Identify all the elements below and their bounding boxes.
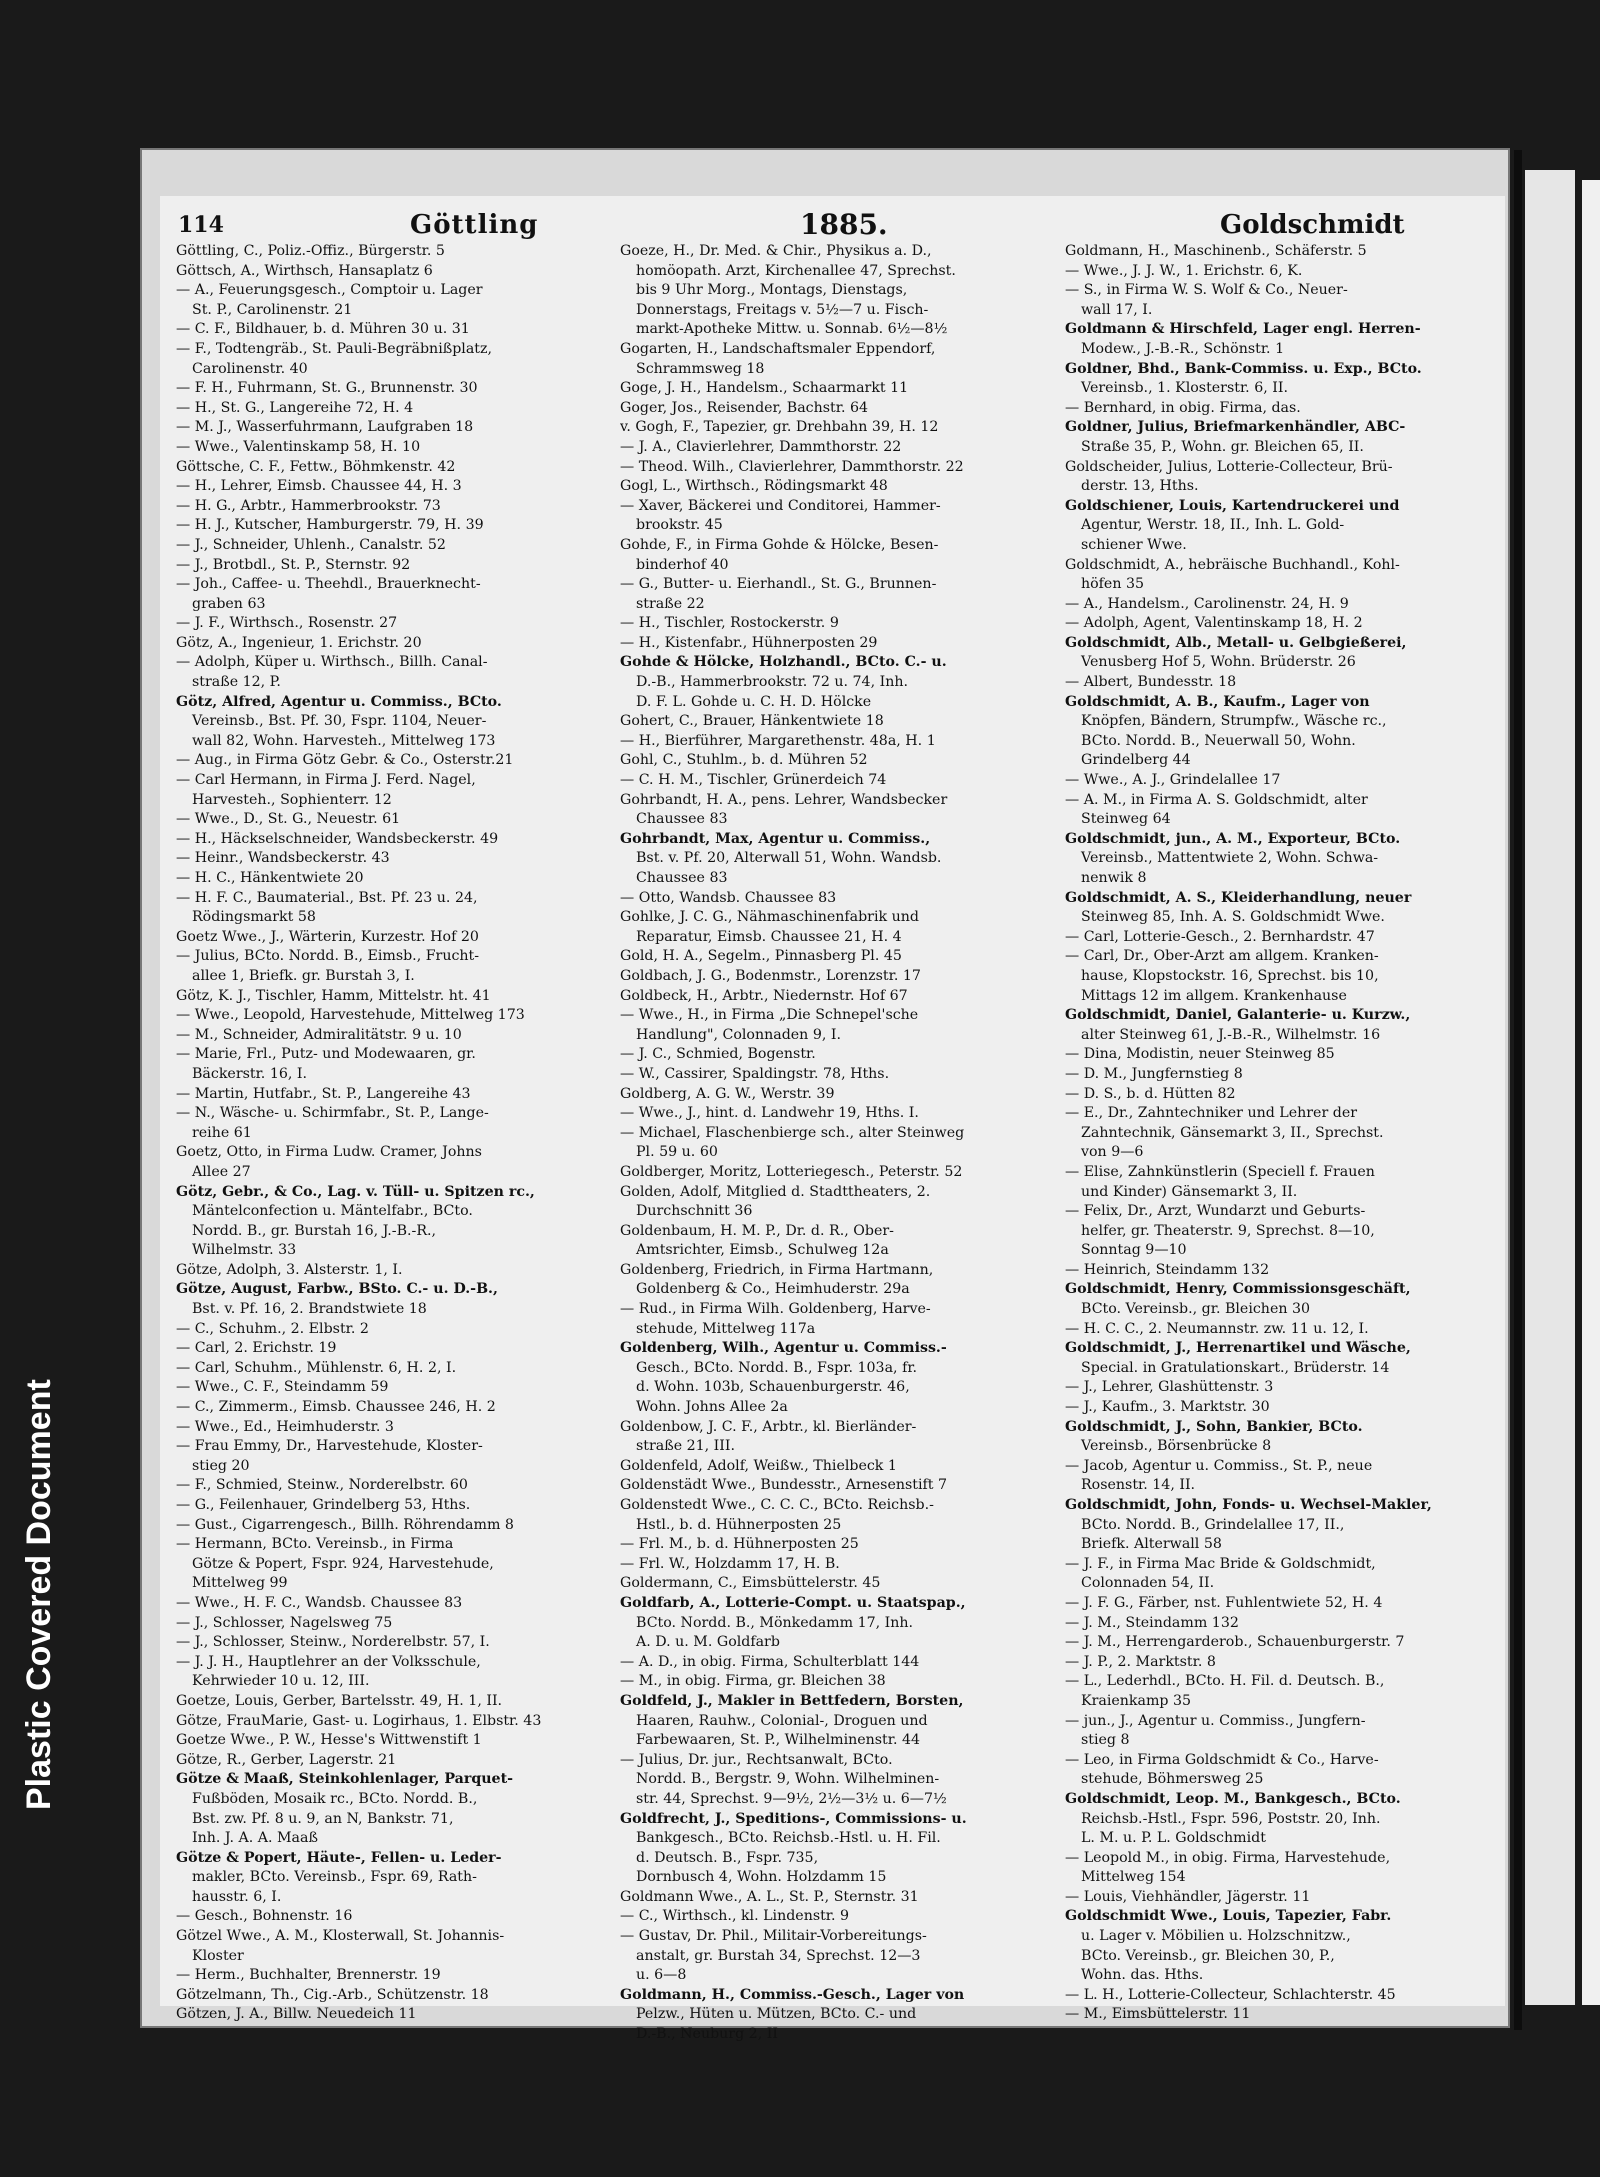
directory-entry: Gogl, L., Wirthsch., Rödingsmarkt 48 bbox=[620, 478, 888, 495]
directory-entry: — H., St. G., Langereihe 72, H. 4 bbox=[176, 399, 414, 416]
directory-entry: Goldschmidt, A., hebräische Buchhandl., Kohl- bbox=[1065, 556, 1400, 573]
directory-entry: Kraienkamp 35 bbox=[1081, 1692, 1192, 1709]
directory-entry: Gohde, F., in Firma Gohde & Hölcke, Besen- bbox=[620, 536, 939, 553]
directory-entry: homöopath. Arzt, Kirchenallee 47, Sprechst. bbox=[636, 262, 956, 279]
directory-entry: Mittelweg 154 bbox=[1081, 1869, 1186, 1886]
directory-entry: — Martin, Hutfabr., St. P., Langereihe 43 bbox=[176, 1085, 471, 1102]
directory-entry: — Hermann, BCto. Vereinsb., in Firma bbox=[176, 1536, 454, 1553]
directory-entry: Göttling, C., Poliz.-Offiz., Bürgerstr. 5 bbox=[176, 243, 445, 259]
directory-entry: Götze, FrauMarie, Gast- u. Logirhaus, 1. Elbstr. 43 bbox=[176, 1712, 542, 1729]
directory-entry: — Leopold M., in obig. Firma, Harvestehude, bbox=[1065, 1849, 1391, 1866]
directory-entry: binderhof 40 bbox=[636, 556, 729, 573]
directory-entry: — Xaver, Bäckerei und Conditorei, Hammer- bbox=[620, 497, 941, 514]
page-header bbox=[160, 206, 1505, 242]
directory-entry: — Frl. M., b. d. Hühnerposten 25 bbox=[620, 1536, 859, 1553]
directory-entry: — Wwe., D., St. G., Neuestr. 61 bbox=[176, 811, 401, 828]
directory-entry: Bst. zw. Pf. 8 u. 9, an N, Bankstr. 71, bbox=[192, 1810, 454, 1827]
next-page-edge-2 bbox=[1582, 180, 1600, 2005]
directory-entry: St. P., Carolinenstr. 21 bbox=[192, 301, 353, 318]
directory-entry: — Wwe., J., hint. d. Landwehr 19, Hths. I. bbox=[620, 1105, 919, 1122]
directory-entry: Kehrwieder 10 u. 12, III. bbox=[192, 1673, 370, 1690]
directory-entry: Gohrbandt, Max, Agentur u. Commiss., bbox=[620, 830, 931, 847]
directory-entry: — A., Handelsm., Carolinenstr. 24, H. 9 bbox=[1065, 595, 1349, 612]
directory-entry: Götze & Popert, Häute-, Fellen- u. Leder- bbox=[176, 1849, 502, 1866]
directory-entry: Goldenfeld, Adolf, Weißw., Thielbeck 1 bbox=[620, 1457, 897, 1474]
directory-entry: Goldmann, H., Maschinenb., Schäferstr. 5 bbox=[1065, 243, 1367, 259]
directory-entry: — Gesch., Bohnenstr. 16 bbox=[176, 1908, 353, 1925]
directory-entry: Goldfrecht, J., Speditions-, Commissions- u. bbox=[620, 1810, 967, 1827]
directory-entry: Goldbach, J. G., Bodenmstr., Lorenzstr. 17 bbox=[620, 967, 921, 984]
directory-entry: BCto. Vereinsb., gr. Bleichen 30, P., bbox=[1081, 1947, 1335, 1964]
directory-entry: von 9—6 bbox=[1081, 1144, 1144, 1161]
directory-entry: Goetz Wwe., J., Wärterin, Kurzestr. Hof 20 bbox=[176, 928, 479, 945]
directory-entry: — Jacob, Agentur u. Commiss., St. P., neue bbox=[1065, 1457, 1373, 1474]
directory-entry: derstr. 13, Hths. bbox=[1081, 478, 1199, 495]
directory-entry: — Bernhard, in obig. Firma, das. bbox=[1065, 399, 1301, 416]
directory-entry: Göttsch, A., Wirthsch, Hansaplatz 6 bbox=[176, 262, 433, 279]
directory-entry: Nordd. B., Bergstr. 9, Wohn. Wilhelminen- bbox=[636, 1771, 940, 1788]
directory-entry: Goldschmidt, Henry, Commissionsgeschäft, bbox=[1065, 1281, 1411, 1298]
directory-entry: Goldenstedt Wwe., C. C. C., BCto. Reichsb.- bbox=[620, 1497, 934, 1513]
directory-entry: Goldermann, C., Eimsbüttelerstr. 45 bbox=[620, 1575, 881, 1592]
directory-entry: Vereinsb., Bst. Pf. 30, Fspr. 1104, Neuer- bbox=[192, 713, 487, 730]
directory-entry: — jun., J., Agentur u. Commiss., Jungfern- bbox=[1065, 1712, 1366, 1729]
directory-entry: Goldfarb, A., Lotterie-Compt. u. Staatspap., bbox=[620, 1594, 966, 1611]
directory-entry: brookstr. 45 bbox=[636, 517, 723, 534]
directory-entry: — Herm., Buchhalter, Brennerstr. 19 bbox=[176, 1967, 441, 1984]
column-2 bbox=[620, 242, 1044, 2045]
directory-entry: — J., Brotbdl., St. P., Sternstr. 92 bbox=[176, 556, 411, 573]
directory-entry: — Adolph, Küper u. Wirthsch., Billh. Canal- bbox=[176, 654, 488, 671]
directory-entry: — L., Lederhdl., BCto. H. Fil. d. Deutsch. B., bbox=[1065, 1673, 1385, 1690]
directory-entry: Bst. v. Pf. 16, 2. Brandstwiete 18 bbox=[192, 1301, 427, 1318]
directory-entry: Götzelmann, Th., Cig.-Arb., Schützenstr. 18 bbox=[176, 1986, 489, 2003]
directory-entry: Goldschmidt, Daniel, Galanterie- u. Kurzw., bbox=[1065, 1007, 1411, 1024]
directory-entry: — Frau Emmy, Dr., Harvestehude, Kloster- bbox=[176, 1438, 483, 1455]
directory-entry: Götz, Gebr., & Co., Lag. v. Tüll- u. Spitzen rc., bbox=[176, 1183, 535, 1200]
directory-entry: Colonnaden 54, II. bbox=[1081, 1575, 1215, 1592]
directory-entry: Handlung", Colonnaden 9, I. bbox=[636, 1026, 841, 1043]
directory-entry: Carolinenstr. 40 bbox=[192, 360, 308, 377]
directory-entry: — S., in Firma W. S. Wolf & Co., Neuer- bbox=[1065, 282, 1348, 299]
directory-entry: Agentur, Werstr. 18, II., Inh. L. Gold- bbox=[1081, 517, 1345, 534]
directory-entry: Goldenberg & Co., Heimhuderstr. 29a bbox=[636, 1281, 910, 1298]
directory-entry: — F., Schmied, Steinw., Norderelbstr. 60 bbox=[176, 1477, 468, 1494]
directory-entry: Vereinsb., Börsenbrücke 8 bbox=[1081, 1438, 1272, 1455]
column-3 bbox=[1065, 242, 1489, 2025]
directory-entry: — Dina, Modistin, neuer Steinweg 85 bbox=[1065, 1046, 1335, 1063]
directory-entry: Götzel Wwe., A. M., Klosterwall, St. Johannis- bbox=[176, 1928, 505, 1945]
directory-entry: Götz, K. J., Tischler, Hamm, Mittelstr. ht. 41 bbox=[176, 987, 491, 1004]
directory-entry: — H., Kistenfabr., Hühnerposten 29 bbox=[620, 634, 878, 651]
directory-entry: — Gust., Cigarrengesch., Billh. Röhrendamm 8 bbox=[176, 1516, 514, 1533]
directory-entry: stieg 20 bbox=[192, 1457, 250, 1474]
directory-entry: — Louis, Viehhändler, Jägerstr. 11 bbox=[1065, 1888, 1311, 1905]
directory-entry: hause, Klopstockstr. 16, Sprechst. bis 10, bbox=[1081, 967, 1379, 984]
directory-entry: Mäntelconfection u. Mäntelfabr., BCto. bbox=[192, 1203, 473, 1220]
directory-entry: BCto. Nordd. B., Mönkedamm 17, Inh. bbox=[636, 1614, 914, 1631]
directory-entry: D.-B., Hammerbrookstr. 72 u. 74, Inh. bbox=[636, 674, 908, 691]
directory-entry: und Kinder) Gänsemarkt 3, II. bbox=[1081, 1183, 1298, 1200]
directory-entry: Rosenstr. 14, II. bbox=[1081, 1477, 1196, 1494]
directory-entry: anstalt, gr. Burstah 34, Sprechst. 12—3 bbox=[636, 1947, 921, 1964]
directory-entry: Goldscheider, Julius, Lotterie-Collecteur, Brü- bbox=[1065, 458, 1393, 475]
directory-entry: Mittags 12 im allgem. Krankenhause bbox=[1081, 987, 1347, 1004]
directory-entry: — Frl. W., Holzdamm 17, H. B. bbox=[620, 1555, 840, 1572]
directory-entry: nenwik 8 bbox=[1081, 870, 1147, 886]
directory-entry: — Wwe., H. F. C., Wandsb. Chaussee 83 bbox=[176, 1594, 463, 1611]
directory-entry: — Gustav, Dr. Phil., Militair-Vorbereitungs- bbox=[620, 1928, 927, 1945]
directory-entry: Goldenbow, J. C. F., Arbtr., kl. Bierländer- bbox=[620, 1418, 917, 1435]
directory-entry: Goldschmidt, Leop. M., Bankgesch., BCto. bbox=[1065, 1790, 1401, 1807]
directory-entry: — N., Wäsche- u. Schirmfabr., St. P., Lange- bbox=[176, 1105, 489, 1122]
directory-entry: makler, BCto. Vereinsb., Fspr. 69, Rath- bbox=[192, 1869, 477, 1886]
directory-entry: — H. J., Kutscher, Hamburgerstr. 79, H. 39 bbox=[176, 517, 484, 534]
directory-entry: Donnerstags, Freitags v. 5½—7 u. Fisch- bbox=[636, 301, 929, 318]
directory-entry: Grindelberg 44 bbox=[1081, 752, 1191, 769]
directory-entry: Special. in Gratulationskart., Brüderstr. 14 bbox=[1081, 1359, 1390, 1376]
directory-entry: L. M. u. P. L. Goldschmidt bbox=[1081, 1830, 1266, 1847]
directory-entry: stehude, Mittelweg 117a bbox=[636, 1320, 816, 1337]
directory-entry: Goldmann & Hirschfeld, Lager engl. Herren- bbox=[1065, 321, 1421, 338]
directory-entry: — Felix, Dr., Arzt, Wundarzt und Geburts- bbox=[1065, 1203, 1366, 1220]
directory-entry: u. 6—8 bbox=[636, 1967, 687, 1984]
directory-entry: Gesch., BCto. Nordd. B., Fspr. 103a, fr. bbox=[636, 1359, 918, 1376]
directory-entry: Götze, R., Gerber, Lagerstr. 21 bbox=[176, 1751, 397, 1768]
directory-entry: Steinweg 85, Inh. A. S. Goldschmidt Wwe. bbox=[1081, 909, 1385, 926]
page-body bbox=[160, 196, 1505, 2043]
directory-entry: — J., Schlosser, Nagelsweg 75 bbox=[176, 1614, 393, 1631]
directory-entry: Goldschmidt, jun., A. M., Exporteur, BCto. bbox=[1065, 830, 1401, 847]
directory-entry: Goldschmidt, J., Sohn, Bankier, BCto. bbox=[1065, 1418, 1363, 1435]
directory-entry: Wohn. das. Hths. bbox=[1081, 1967, 1204, 1984]
directory-entry: schiener Wwe. bbox=[1081, 536, 1187, 553]
directory-entry: Rödingsmarkt 58 bbox=[192, 909, 316, 926]
directory-entry: Goldschmidt, John, Fonds- u. Wechsel-Makler, bbox=[1065, 1497, 1432, 1513]
directory-entry: — Carl, 2. Erichstr. 19 bbox=[176, 1340, 337, 1357]
directory-entry: Göttsche, C. F., Fettw., Böhmkenstr. 42 bbox=[176, 458, 456, 475]
directory-entry: — J., Schlosser, Steinw., Norderelbstr. 57, I. bbox=[176, 1634, 490, 1651]
next-page-edge bbox=[1525, 170, 1575, 2005]
directory-entry: — H. C. C., 2. Neumannstr. zw. 11 u. 12, I. bbox=[1065, 1320, 1369, 1337]
directory-entry: höfen 35 bbox=[1081, 576, 1145, 593]
page-gutter bbox=[1514, 150, 1522, 2030]
directory-entry: — F., Todtengräb., St. Pauli-Begräbnißplatz, bbox=[176, 340, 492, 357]
header-year: 1885. bbox=[800, 208, 888, 241]
directory-entry: — Heinr., Wandsbeckerstr. 43 bbox=[176, 850, 390, 867]
directory-entry: — Albert, Bundesstr. 18 bbox=[1065, 674, 1237, 691]
directory-entry: Farbewaaren, St. P., Wilhelminenstr. 44 bbox=[636, 1732, 921, 1749]
directory-entry: — Wwe., C. F., Steindamm 59 bbox=[176, 1379, 389, 1396]
directory-entry: — J. J. H., Hauptlehrer an der Volksschule, bbox=[176, 1653, 481, 1670]
directory-entry: Goldmann Wwe., A. L., St. P., Sternstr. 31 bbox=[620, 1888, 919, 1905]
directory-entry: — M., Eimsbüttelerstr. 11 bbox=[1065, 2006, 1251, 2023]
directory-entry: Durchschnitt 36 bbox=[636, 1203, 753, 1220]
directory-entry: Vereinsb., Mattentwiete 2, Wohn. Schwa- bbox=[1081, 850, 1379, 867]
header-right-word: Goldschmidt bbox=[1220, 210, 1405, 240]
directory-entry: — F. H., Fuhrmann, St. G., Brunnenstr. 30 bbox=[176, 380, 478, 397]
directory-entry: — Aug., in Firma Götz Gebr. & Co., Osterstr.21 bbox=[176, 752, 514, 769]
directory-entry: d. Wohn. 103b, Schauenburgerstr. 46, bbox=[636, 1379, 910, 1396]
directory-entry: — H. G., Arbtr., Hammerbrookstr. 73 bbox=[176, 497, 441, 514]
directory-entry: Goldschmidt, A. S., Kleiderhandlung, neuer bbox=[1065, 889, 1412, 906]
directory-entry: Bst. v. Pf. 20, Alterwall 51, Wohn. Wandsb. bbox=[636, 850, 942, 867]
directory-entry: Gohl, C., Stuhlm., b. d. Mühren 52 bbox=[620, 752, 868, 769]
side-label bbox=[20, 510, 59, 1810]
directory-entry: Vereinsb., 1. Klosterstr. 6, II. bbox=[1081, 380, 1288, 397]
directory-entry: graben 63 bbox=[192, 595, 266, 612]
directory-entry: — Carl, Lotterie-Gesch., 2. Bernhardstr. 47 bbox=[1065, 928, 1375, 945]
directory-page bbox=[140, 148, 1510, 2043]
directory-entry: wall 17, I. bbox=[1081, 301, 1153, 318]
directory-entry: — J. A., Clavierlehrer, Dammthorstr. 22 bbox=[620, 438, 902, 455]
directory-entry: alter Steinweg 61, J.-B.-R., Wilhelmstr. 16 bbox=[1081, 1026, 1381, 1043]
directory-entry: Bankgesch., BCto. Reichsb.-Hstl. u. H. Fil. bbox=[636, 1830, 941, 1847]
directory-entry: Götz, A., Ingenieur, 1. Erichstr. 20 bbox=[176, 634, 422, 651]
directory-entry: A. D. u. M. Goldfarb bbox=[636, 1634, 780, 1651]
directory-entry: — Wwe., A. J., Grindelallee 17 bbox=[1065, 772, 1281, 789]
directory-entry: Reichsb.-Hstl., Fspr. 596, Poststr. 20, Inh. bbox=[1081, 1810, 1381, 1827]
directory-entry: hausstr. 6, I. bbox=[192, 1888, 282, 1905]
directory-entry: — Julius, BCto. Nordd. B., Eimsb., Frucht- bbox=[176, 948, 480, 965]
directory-entry: Goldenberg, Wilh., Agentur u. Commiss.- bbox=[620, 1340, 947, 1357]
directory-entry: — C. F., Bildhauer, b. d. Mühren 30 u. 31 bbox=[176, 321, 470, 338]
directory-entry: BCto. Nordd. B., Grindelallee 17, II., bbox=[1081, 1516, 1345, 1533]
directory-entry: — C., Schuhm., 2. Elbstr. 2 bbox=[176, 1320, 369, 1337]
directory-entry: — Elise, Zahnkünstlerin (Speciell f. Frauen bbox=[1065, 1163, 1375, 1180]
directory-entry: Goldschmidt, A. B., Kaufm., Lager von bbox=[1065, 693, 1370, 710]
directory-entry: Goldmann, H., Commiss.-Gesch., Lager von bbox=[620, 1986, 965, 2003]
directory-entry: Modew., J.-B.-R., Schönstr. 1 bbox=[1081, 340, 1285, 357]
directory-entry: Goeze, H., Dr. Med. & Chir., Physikus a. D., bbox=[620, 243, 932, 259]
directory-entry: straße 22 bbox=[636, 595, 705, 612]
directory-entry: — H., Tischler, Rostockerstr. 9 bbox=[620, 615, 839, 632]
directory-entry: — J. M., Herrengarderob., Schauenburgerstr. 7 bbox=[1065, 1634, 1405, 1651]
column-1 bbox=[176, 242, 600, 2025]
directory-entry: Götze, Adolph, 3. Alsterstr. 1, I. bbox=[176, 1261, 403, 1278]
directory-entry: — J. F., Wirthsch., Rosenstr. 27 bbox=[176, 615, 398, 632]
directory-entry: BCto. Vereinsb., gr. Bleichen 30 bbox=[1081, 1301, 1311, 1318]
directory-entry: Schrammsweg 18 bbox=[636, 360, 765, 377]
directory-entry: Steinweg 64 bbox=[1081, 811, 1171, 828]
directory-entry: Goldfeld, J., Makler in Bettfedern, Borsten, bbox=[620, 1692, 964, 1709]
directory-entry: — J., Lehrer, Glashüttenstr. 3 bbox=[1065, 1379, 1274, 1396]
directory-entry: allee 1, Briefk. gr. Burstah 3, I. bbox=[192, 967, 415, 984]
directory-entry: Bäckerstr. 16, I. bbox=[192, 1065, 308, 1082]
directory-entry: — H., Bierführer, Margarethenstr. 48a, H. 1 bbox=[620, 732, 936, 749]
directory-entry: Nordd. B., gr. Burstah 16, J.-B.-R., bbox=[192, 1222, 437, 1239]
page-number: 114 bbox=[178, 212, 224, 238]
directory-entry: — J. F., in Firma Mac Bride & Goldschmidt, bbox=[1065, 1555, 1376, 1572]
directory-entry: Goldschiener, Louis, Kartendruckerei und bbox=[1065, 497, 1400, 514]
directory-entry: Chaussee 83 bbox=[636, 870, 728, 886]
directory-entry: Haaren, Rauhw., Colonial-, Droguen und bbox=[636, 1712, 928, 1729]
directory-entry: Pelzw., Hüten u. Mützen, BCto. C.- und bbox=[636, 2006, 917, 2023]
directory-entry: str. 44, Sprechst. 9—9½, 2½—3½ u. 6—7½ bbox=[636, 1790, 947, 1807]
directory-entry: Dornbusch 4, Wohn. Holzdamm 15 bbox=[636, 1869, 887, 1886]
directory-entry: — G., Feilenhauer, Grindelberg 53, Hths. bbox=[176, 1497, 471, 1513]
directory-entry: — Carl, Dr., Ober-Arzt am allgem. Kranken- bbox=[1065, 948, 1379, 965]
directory-entry: Gohert, C., Brauer, Hänkentwiete 18 bbox=[620, 713, 884, 730]
directory-entry: — W., Cassirer, Spaldingstr. 78, Hths. bbox=[620, 1065, 890, 1082]
directory-entry: — J., Schneider, Uhlenh., Canalstr. 52 bbox=[176, 536, 446, 553]
directory-entry: Goldenberg, Friedrich, in Firma Hartmann, bbox=[620, 1261, 934, 1278]
directory-entry: — Wwe., H., in Firma „Die Schnepel'sche bbox=[620, 1007, 919, 1024]
directory-entry: Gohlke, J. C. G., Nähmaschinenfabrik und bbox=[620, 909, 919, 926]
directory-entry: Goldschmidt, J., Herrenartikel und Wäsche, bbox=[1065, 1340, 1411, 1357]
directory-entry: Hstl., b. d. Hühnerposten 25 bbox=[636, 1516, 842, 1533]
directory-entry: — J. M., Steindamm 132 bbox=[1065, 1614, 1239, 1631]
directory-entry: — Adolph, Agent, Valentinskamp 18, H. 2 bbox=[1065, 615, 1363, 632]
directory-entry: Allee 27 bbox=[192, 1163, 251, 1180]
directory-entry: Amtsrichter, Eimsb., Schulweg 12a bbox=[636, 1242, 889, 1259]
directory-entry: Mittelweg 99 bbox=[192, 1575, 288, 1592]
header-left-word: Göttling bbox=[410, 210, 539, 240]
directory-entry: — Otto, Wandsb. Chaussee 83 bbox=[620, 889, 837, 906]
directory-entry: Wilhelmstr. 33 bbox=[192, 1242, 297, 1259]
directory-entry: — H., Häckselschneider, Wandsbeckerstr. 49 bbox=[176, 830, 499, 847]
directory-entry: Briefk. Alterwall 58 bbox=[1081, 1536, 1222, 1553]
directory-entry: — Wwe., Ed., Heimhuderstr. 3 bbox=[176, 1418, 394, 1435]
directory-entry: Goldbeck, H., Arbtr., Niedernstr. Hof 67 bbox=[620, 987, 908, 1004]
side-label-text: Plastic Covered Document bbox=[20, 1379, 58, 1810]
directory-entry: Kloster bbox=[192, 1947, 244, 1964]
directory-entry: Götze & Popert, Fspr. 924, Harvestehude, bbox=[192, 1555, 494, 1572]
directory-entry: D. F. L. Gohde u. C. H. D. Hölcke bbox=[636, 693, 872, 710]
directory-entry: — J. C., Schmied, Bogenstr. bbox=[620, 1046, 816, 1063]
directory-entry: Goetze, Louis, Gerber, Bartelsstr. 49, H. 1, II. bbox=[176, 1692, 503, 1709]
directory-entry: — Joh., Caffee- u. Theehdl., Brauerknecht- bbox=[176, 576, 481, 593]
directory-entry: Goge, J. H., Handelsm., Schaarmarkt 11 bbox=[620, 380, 909, 397]
directory-entry: — A. M., in Firma A. S. Goldschmidt, alter bbox=[1065, 791, 1368, 808]
directory-entry: — Leo, in Firma Goldschmidt & Co., Harve- bbox=[1065, 1751, 1379, 1768]
directory-entry: Goldschmidt Wwe., Louis, Tapezier, Fabr. bbox=[1065, 1908, 1392, 1925]
directory-entry: wall 82, Wohn. Harvesteh., Mittelweg 173 bbox=[192, 732, 496, 749]
directory-entry: Gogarten, H., Landschaftsmaler Eppendorf, bbox=[620, 340, 936, 357]
directory-entry: — Carl Hermann, in Firma J. Ferd. Nagel, bbox=[176, 772, 476, 789]
directory-entry: straße 21, III. bbox=[636, 1438, 736, 1455]
directory-entry: Goldner, Bhd., Bank-Commiss. u. Exp., BCto. bbox=[1065, 360, 1422, 377]
directory-entry: Goldenbaum, H. M. P., Dr. d. R., Ober- bbox=[620, 1222, 894, 1239]
directory-entry: markt-Apotheke Mittw. u. Sonnab. 6½—8½ bbox=[636, 321, 948, 338]
directory-entry: — H. F. C., Baumaterial., Bst. Pf. 23 u. 24, bbox=[176, 889, 478, 906]
directory-entry: — G., Butter- u. Eierhandl., St. G., Brunnen- bbox=[620, 576, 937, 593]
directory-entry: Sonntag 9—10 bbox=[1081, 1242, 1187, 1259]
directory-entry: — M., in obig. Firma, gr. Bleichen 38 bbox=[620, 1673, 886, 1690]
directory-entry: — A. D., in obig. Firma, Schulterblatt 144 bbox=[620, 1653, 920, 1670]
directory-entry: Wohn. Johns Allee 2a bbox=[636, 1399, 788, 1416]
directory-entry: straße 12, P. bbox=[192, 674, 281, 691]
directory-entry: — Heinrich, Steindamm 132 bbox=[1065, 1261, 1270, 1278]
directory-entry: — A., Feuerungsgesch., Comptoir u. Lager bbox=[176, 282, 483, 299]
directory-entry: — H., Lehrer, Eimsb. Chaussee 44, H. 3 bbox=[176, 478, 462, 495]
directory-entry: Goger, Jos., Reisender, Bachstr. 64 bbox=[620, 399, 869, 416]
directory-entry: Pl. 59 u. 60 bbox=[636, 1144, 718, 1161]
directory-entry: Chaussee 83 bbox=[636, 811, 728, 828]
directory-entry: stehude, Böhmersweg 25 bbox=[1081, 1771, 1264, 1788]
directory-entry: — Wwe., J. J. W., 1. Erichstr. 6, K. bbox=[1065, 262, 1303, 279]
directory-entry: — Marie, Frl., Putz- und Modewaaren, gr. bbox=[176, 1046, 476, 1063]
directory-entry: Götz, Alfred, Agentur u. Commiss., BCto. bbox=[176, 693, 502, 710]
directory-entry: Reparatur, Eimsb. Chaussee 21, H. 4 bbox=[636, 928, 902, 945]
directory-entry: Goldschmidt, Alb., Metall- u. Gelbgießerei, bbox=[1065, 634, 1407, 651]
directory-entry: d. Deutsch. B., Fspr. 735, bbox=[636, 1849, 819, 1866]
directory-entry: — E., Dr., Zahntechniker und Lehrer der bbox=[1065, 1105, 1357, 1122]
directory-entry: — M. J., Wasserfuhrmann, Laufgraben 18 bbox=[176, 419, 474, 436]
directory-entry: Golden, Adolf, Mitglied d. Stadttheaters, 2. bbox=[620, 1183, 931, 1200]
directory-entry: — C., Wirthsch., kl. Lindenstr. 9 bbox=[620, 1908, 850, 1925]
directory-entry: Gohrbandt, H. A., pens. Lehrer, Wandsbecker bbox=[620, 791, 948, 808]
directory-entry: — C., Zimmerm., Eimsb. Chaussee 246, H. 2 bbox=[176, 1399, 496, 1416]
directory-entry: — J., Kaufm., 3. Marktstr. 30 bbox=[1065, 1399, 1270, 1416]
directory-entry: Götze & Maaß, Steinkohlenlager, Parquet- bbox=[176, 1771, 514, 1788]
directory-entry: reihe 61 bbox=[192, 1124, 252, 1141]
directory-entry: — H. C., Hänkentwiete 20 bbox=[176, 870, 364, 886]
directory-entry: D.-B., Neuburg 2, II bbox=[636, 2026, 778, 2043]
directory-entry: v. Gogh, F., Tapezier, gr. Drehbahn 39, H. 12 bbox=[620, 419, 939, 436]
directory-entry: — L. H., Lotterie-Collecteur, Schlachterstr. 45 bbox=[1065, 1986, 1396, 2003]
directory-entry: Goldner, Julius, Briefmarkenhändler, ABC- bbox=[1065, 419, 1406, 436]
directory-entry: Goldberger, Moritz, Lotteriegesch., Peterstr. 52 bbox=[620, 1163, 963, 1180]
directory-entry: — D. S., b. d. Hütten 82 bbox=[1065, 1085, 1236, 1102]
directory-entry: — Michael, Flaschenbierge sch., alter Steinweg bbox=[620, 1124, 965, 1141]
directory-entry: helfer, gr. Theaterstr. 9, Sprechst. 8—10, bbox=[1081, 1222, 1375, 1239]
directory-entry: — C. H. M., Tischler, Grünerdeich 74 bbox=[620, 772, 887, 789]
directory-entry: — M., Schneider, Admiralitätstr. 9 u. 10 bbox=[176, 1026, 462, 1043]
directory-entry: Zahntechnik, Gänsemarkt 3, II., Sprechst. bbox=[1081, 1124, 1384, 1141]
directory-entry: Goetze Wwe., P. W., Hesse's Wittwenstift 1 bbox=[176, 1732, 482, 1749]
directory-entry: — Julius, Dr. jur., Rechtsanwalt, BCto. bbox=[620, 1751, 893, 1768]
directory-entry: Goldberg, A. G. W., Werstr. 39 bbox=[620, 1085, 835, 1102]
directory-entry: — Theod. Wilh., Clavierlehrer, Dammthorstr. 22 bbox=[620, 458, 964, 475]
directory-entry: — J. F. G., Färber, nst. Fuhlentwiete 52, H. 4 bbox=[1065, 1594, 1383, 1611]
directory-entry: Götze, August, Farbw., BSto. C.- u. D.-B., bbox=[176, 1281, 498, 1298]
directory-entry: Straße 35, P., Wohn. gr. Bleichen 65, II. bbox=[1081, 438, 1364, 455]
directory-entry: — Carl, Schuhm., Mühlenstr. 6, H. 2, I. bbox=[176, 1359, 457, 1376]
directory-entry: u. Lager v. Möbilien u. Holzschnitzw., bbox=[1081, 1928, 1351, 1945]
directory-entry: — Wwe., Valentinskamp 58, H. 10 bbox=[176, 438, 421, 455]
directory-entry: bis 9 Uhr Morg., Montags, Dienstags, bbox=[636, 282, 908, 299]
directory-entry: Knöpfen, Bändern, Strumpfw., Wäsche rc., bbox=[1081, 713, 1387, 730]
directory-entry: Venusberg Hof 5, Wohn. Brüderstr. 26 bbox=[1081, 654, 1356, 671]
directory-entry: — D. M., Jungfernstieg 8 bbox=[1065, 1065, 1243, 1082]
directory-entry: stieg 8 bbox=[1081, 1732, 1130, 1749]
directory-entry: — J. P., 2. Marktstr. 8 bbox=[1065, 1653, 1216, 1670]
directory-entry: BCto. Nordd. B., Neuerwall 50, Wohn. bbox=[1081, 732, 1356, 749]
directory-entry: Inh. J. A. A. Maaß bbox=[192, 1830, 318, 1847]
directory-entry: Götzen, J. A., Billw. Neuedeich 11 bbox=[176, 2006, 417, 2023]
directory-entry: Goetz, Otto, in Firma Ludw. Cramer, Johns bbox=[176, 1144, 482, 1161]
directory-entry: Gold, H. A., Segelm., Pinnasberg Pl. 45 bbox=[620, 948, 902, 965]
directory-entry: — Wwe., Leopold, Harvestehude, Mittelweg 173 bbox=[176, 1007, 525, 1024]
directory-entry: — Rud., in Firma Wilh. Goldenberg, Harve- bbox=[620, 1301, 931, 1318]
directory-entry: Fußböden, Mosaik rc., BCto. Nordd. B., bbox=[192, 1790, 478, 1807]
directory-entry: Goldenstädt Wwe., Bundesstr., Arnesenstift 7 bbox=[620, 1477, 947, 1494]
directory-entry: Gohde & Hölcke, Holzhandl., BCto. C.- u. bbox=[620, 654, 947, 671]
directory-entry: Harvesteh., Sophienterr. 12 bbox=[192, 791, 392, 808]
